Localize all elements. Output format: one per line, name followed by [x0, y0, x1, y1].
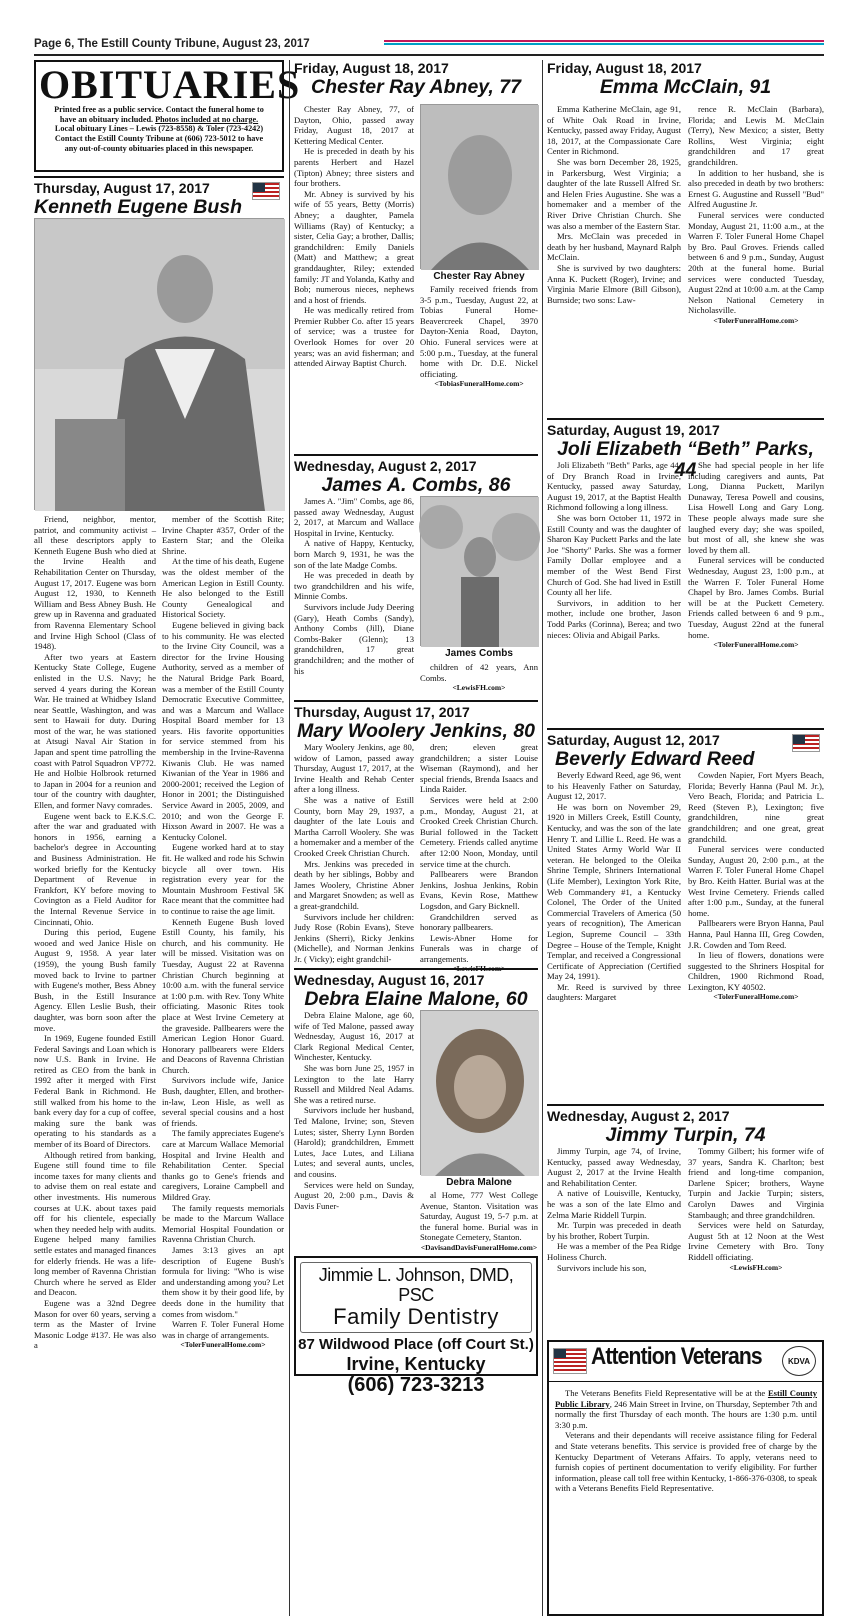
- masthead-line1: Printed free as a public service. Contact the funeral home to: [54, 105, 264, 114]
- obit-date: Friday, August 18, 2017: [294, 60, 449, 76]
- ad-phone: (606) 723-3213: [347, 1373, 485, 1396]
- funeral-home-credit: <LewisFH.com>: [452, 683, 506, 693]
- paragraph: member of the Scottish Rite; Irvine Chapter #357, Order of the Eastern Star; and the Oleika Shrine.: [162, 514, 284, 556]
- ad-practice: Family Dentistry: [333, 1304, 499, 1330]
- paragraph: Jimmy Turpin, age 74, of Irvine, Kentucky, passed away Wednesday, August 2, 2017 at the Irvine Health and Rehabilitation Center.: [547, 1146, 681, 1188]
- obit-date: Wednesday, August 2, 2017: [547, 1108, 730, 1124]
- paragraph: Eugene was a 32nd Degree Mason for over 60 years, serving a term as the Master of Irvine Masonic Lodge #137. He was also a: [34, 1297, 156, 1351]
- obit-jenkins-col2: [420, 742, 538, 974]
- paragraph: Survivors include her husband, Ted Malone, Irvine; son, Steven Lutes; sister, Sherry Lynn Borden (Harold); grandchildren, Emmett Lutes, Jace Lutes, and Liliana Lutes; and several aunts, uncles, and cousins.: [294, 1105, 414, 1179]
- masthead-line2: have an obituary included.: [59, 114, 154, 124]
- paragraph: He was preceded in death by two grandchildren and his wife, Minnie Combs.: [294, 570, 414, 602]
- obit-reed-col1: [547, 770, 681, 1100]
- kdva-logo: KDVA: [782, 1346, 816, 1376]
- funeral-home-credit: <TobiasFuneralHome.com>: [434, 379, 524, 389]
- obit-name: Mary Woolery Jenkins, 80: [296, 720, 536, 742]
- american-flag-icon: [252, 182, 280, 200]
- obit-name: Debra Elaine Malone, 60: [304, 988, 528, 1010]
- paragraph: At the time of his death, Eugene was the oldest member of the American Legion in Estill County. He also belonged to the Estill County Genealogical and Historical Society.: [162, 556, 284, 620]
- funeral-home-credit: <TolerFuneralHome.com>: [180, 1340, 266, 1350]
- combs-photo: [420, 496, 538, 646]
- obit-abney-col1: [294, 104, 414, 450]
- veterans-title: Attention Veterans: [591, 1343, 762, 1370]
- paragraph: Family received friends from 3-5 p.m., Tuesday, August 22, at Tobias Funeral Home-Beavercreek Chapel, 3970 Dayton-Xenia Road, Dayton, Ohio. Funeral services were at 5:00 p.m., Tuesday, at the funeral home with Dr. D.E. Nickel officiating.: [420, 284, 538, 379]
- masthead-title: OBITUARIES: [39, 62, 301, 107]
- obit-date: Wednesday, August 2, 2017: [294, 458, 477, 474]
- obit-malone-col2: [420, 1190, 538, 1250]
- paragraph: He was a member of the Pea Ridge Holiness Church.: [547, 1241, 681, 1262]
- obit-turpin-header: [547, 1104, 824, 1146]
- paragraph: Funeral services will be conducted Wednesday, August 23, 1:00 p.m., at the Warren F. Toler Funeral Home Chapel by Bro. James Combs. Burial will be at the Puckett Cemetery. Friends called between 6 and 9 p.m., Tuesday, August 22nd at the funeral home.: [688, 555, 824, 640]
- paragraph: After two years at Eastern Kentucky State College, Eugene enlisted in the U.S. Navy; he served 4 years during the Korean War. He trained at Whidbey Island near Seattle, Washington, and was sent to Hawaii for duty. During most of the war, he was stationed at Atsugi Naval Air Station in Japan and spent time patrolling the coast with Patrol Squadron VP772. He and Holbie Holbrook returned to Japan in 2004 for a reunion and tour of the country with daughter, Ellen, and former Navy comrades.: [34, 651, 156, 811]
- paragraph: Services were held on Saturday, August 5th at 12 Noon at the West Irvine Cemetery with Bro. Tony Riddell officiating.: [688, 1220, 824, 1262]
- paragraph: She is survived by two daughters: Anna K. Puckett (Roger), Irvine; and Virginia Marie Elmore (Bill Gibson), Burnside; two sons: Law-: [547, 262, 681, 305]
- paragraph: Emma Katherine McClain, age 91, of White Oak Road in Irvine, Kentucky, passed away Friday, August 18, 2017, at the Compassionate Care Center in Richmond.: [547, 104, 681, 157]
- paragraph: Mr. Abney is survived by his wife of 55 years, Betty (Morris) Abney; a daughter, Pamela Williams (Ray) of Kentucky; a sister, Celia Gay; a brother, Dallis; grandchildren: Emily Daniels (Matt) and Matthew; a great granddaughter, Riley; extended family: JT and Yolanda, Kathy and Bob; numerous nieces, nephews and a host of friends.: [294, 188, 414, 305]
- vets-p1b: , 246 Main Street in Irvine, on Thursday, September 7th and normally the first Thursday of each month. The hours are 1:30 p.m. until 3:30 p.m.: [555, 1398, 818, 1430]
- obit-malone-col1: [294, 1010, 414, 1250]
- page-header: [34, 36, 824, 56]
- obituaries-masthead: [34, 60, 301, 172]
- paragraph: Kenneth Eugene Bush loved Estill County, his family, his church, and his community. He will be missed. Visitation was on Tuesday, August 22 at Ravenna Christian Church beginning at 10:00 a.m. with the funeral service at 1:00 p.m. with Rev. Tony White officiating. Masonic Rites took place at West Irvine Cemetery at the graveside. Pallbearers were the American Legion Honor Guard. Honorary pallbearers were Elders and Deacons of Ravenna Christian Church.: [162, 916, 284, 1075]
- obit-mcclain-header: [547, 60, 824, 98]
- paragraph: She was born June 25, 1957 in Lexington to the late Harry Russell and Mildred Neal Adams. She was a retired nurse.: [294, 1062, 414, 1105]
- veterans-banner: [549, 1342, 822, 1382]
- paragraph: James 3:13 gives an apt description of Eugene Bush's formula for living: "Who is wise and understanding among you? Let them show it by their good life, by deeds done in the humility that comes from wisdom.": [162, 1244, 284, 1319]
- obit-reed-col2: [688, 770, 824, 1100]
- obit-mcclain-col2: [688, 104, 824, 414]
- funeral-home-credit: <TolerFuneralHome.com>: [713, 992, 799, 1002]
- obit-jenkins-header: [294, 700, 538, 742]
- obit-date: Thursday, August 17, 2017: [34, 180, 210, 196]
- paragraph: Beverly Edward Reed, age 96, went to his Heavenly Father on Saturday, August 12, 2017.: [547, 770, 681, 802]
- obit-abney-header: [294, 60, 538, 98]
- paragraph: dren; eleven great grandchildren; a sister Louise Wiseman (Raymond), and her special friends, Brenda Isaacs and Linda Raider.: [420, 742, 538, 795]
- paragraph: In lieu of flowers, donations were suggested to the Shriners Hospital for Children, 1900 Richmond Road, Lexington, KY 40502.: [688, 950, 824, 992]
- masthead-note: [39, 105, 279, 153]
- paragraph: Debra Elaine Malone, age 60, wife of Ted Malone, passed away Wednesday, August 16, 2017 at Clark Regional Medical Center, Winchester, Kentucky.: [294, 1010, 414, 1063]
- veterans-notice: [547, 1340, 824, 1616]
- malone-photo-image: [421, 1011, 539, 1176]
- obit-date: Wednesday, August 16, 2017: [294, 972, 485, 988]
- paragraph: Survivors, in addition to her mother, include one brother, Jason Todd Parks (Corinna), Berea; and two nieces: Olivia and Abigail Parks.: [547, 597, 681, 640]
- obit-date: Saturday, August 19, 2017: [547, 422, 720, 438]
- ad-doctor-name: Jimmie L. Johnson, DMD, PSC: [318, 1265, 514, 1306]
- masthead-line2-underline: Photos included at no charge.: [155, 114, 259, 124]
- paragraph: Chester Ray Abney, 77, of Dayton, Ohio, passed away Friday, August 18, 2017 at Kettering Medical Center.: [294, 104, 414, 146]
- paragraph: Warren F. Toler Funeral Home was in charge of arrangements.: [162, 1319, 284, 1340]
- obit-combs-col1: [294, 496, 414, 696]
- combs-caption: James Combs: [445, 648, 513, 659]
- paragraph: Tommy Gilbert; his former wife of 37 years, Sandra K. Charlton; best friend and long-time companion, Darlene Spicer; brothers, Wayne Turpin and Jackie Turpin; sisters, Carolyn Dawes and Virginia Stambaugh; and three grandchildren.: [688, 1146, 824, 1220]
- header-rule: [34, 54, 824, 56]
- obit-bush-header: [34, 176, 284, 218]
- funeral-home-credit: <TolerFuneralHome.com>: [713, 315, 799, 325]
- vets-p1a: The Veterans Benefits Field Representative will be at the: [565, 1388, 766, 1398]
- paragraph: She was born October 11, 1972 in Estill County and was the daughter of Sharon Kay Puckett Parks and the late Joe "Shorty" Parks. She was a former Family Dollar employee and a member of the West Bend First Church of God. She had lived in Estill County all her life.: [547, 512, 681, 598]
- paragraph: Lewis-Abner Home for Funerals was in charge of arrangements.: [420, 932, 538, 964]
- paragraph: A native of Louisville, Kentucky, he was a son of the late Elmo and Zelma Marie Riddell Turpin.: [547, 1188, 681, 1220]
- obit-date: Thursday, August 17, 2017: [294, 704, 470, 720]
- obit-parks-col2: [688, 460, 824, 722]
- paragraph: Funeral services were conducted Sunday, August 20, 2:00 p.m., at the Warren F. Toler Funeral Home Chapel by Bro. Keith Hatter. Burial was at the West Irvine Cemetery. Friends called after 1:00 p.m., Sunday, at the funeral home.: [688, 844, 824, 918]
- bush-photo: [34, 218, 284, 510]
- masthead-line4: Contact the Estill County Tribune at (606) 723-5012 to have: [54, 134, 264, 144]
- paragraph: He was medically retired from Premier Rubber Co. after 15 years of service; was a trustee for Overlook Homes for over 20 years; was an avid fisherman; and attended Airway Baptist Church.: [294, 305, 414, 369]
- obit-name: Jimmy Turpin, 74: [605, 1124, 766, 1146]
- obit-name: James A. Combs, 86: [321, 474, 511, 496]
- obit-jenkins-col1: [294, 742, 414, 964]
- masthead-line3: Local obituary Lines – Lewis (723-8558) & Toler (723-4242): [54, 124, 264, 134]
- combs-photo-image: [421, 497, 539, 647]
- obit-date: Friday, August 18, 2017: [547, 60, 702, 76]
- paragraph: The family requests memorials be made to the Marcum Wallace Memorial Hospital Foundation or Ravenna Christian Church.: [162, 1202, 284, 1245]
- funeral-home-credit: <TolerFuneralHome.com>: [713, 640, 799, 650]
- bush-photo-image: [35, 219, 285, 511]
- paragraph: Mr. Reed is survived by three daughters: Margaret: [547, 981, 681, 1003]
- obit-date: Saturday, August 12, 2017: [547, 732, 720, 748]
- paragraph: The family appreciates Eugene's care at Marcum Wallace Memorial Hospital and Irvine Health and Rehabilitation Center. Special thanks go to Gene's friends and caregivers, Loraine Campbell and Mildred Gray.: [162, 1128, 284, 1202]
- obit-turpin-col2: [688, 1146, 824, 1336]
- vets-p2: Veterans and their dependants will receive assistance filing for Federal and State veterans benefits. This service is provided free of charge by the Kentucky Department of Veterans Affairs. To apply, veterans need to furnish copies of pertinent documentation to verify eligibility. For further information, please call toll free within Kentucky, 1-866-376-0308, to speak with a Veterans Benefits Field Representative.: [555, 1430, 817, 1494]
- masthead-line5: any out-of-county obituaries placed in this newspaper.: [64, 143, 254, 153]
- veterans-body: [555, 1388, 817, 1614]
- paragraph: Survivors include her children: Judy Rose (Robin Evans), Steve Jenkins (Sherri), Ricky Jenkins (Michelle), and Norman Jenkins Jr. ( Vicky); eight grandchil-: [294, 911, 414, 964]
- paragraph: Pallbearers were Brandon Jenkins, Joshua Jenkins, Robin Evans, Kevin Rose, Matthew Logsdon, and Gary Bicknell.: [420, 869, 538, 911]
- paragraph: Eugene went back to E.K.S.C. after the war and graduated with honors in 1956, earning a bachelor's degree in Accounting and Business Administration. He worked briefly for the Kentucky Department of Revenue in Frankfort, KY before moving to Covington as a Field Auditor for the Internal Revenue Service in Cincinnati, Ohio.: [34, 810, 156, 927]
- obit-bush-col2: [162, 514, 284, 1616]
- paragraph: Friend, neighbor, mentor, patriot, and community activist – all these descriptors apply to Kenneth Eugene Bush who died at the Irvine Health and Rehabilitation Center on Thursday, August 17, 2017. Eugene was born August 12, 1930, to Kenneth William and Bess Abney Bush. He grew up in Ravenna and graduated from Ravenna Elementary School and Irvine High School (Class of 1948).: [34, 514, 156, 652]
- paragraph: Eugene worked hard at to stay fit. He walked and rode his Schwin bicycle all over town. His registration every year for the Mountain Mushroom Festival 5K Race meant that the committee had to continue to raise the age limit.: [162, 842, 284, 916]
- ad-city: Irvine, Kentucky: [346, 1353, 486, 1374]
- paragraph: al Home, 777 West College Avenue, Stanton. Visitation was Saturday, August 19, 5-7 p.m. at the funeral home. Burial was in Stonegate Cemetery, Stanton.: [420, 1190, 538, 1243]
- obit-abney-col2: [420, 284, 538, 434]
- obit-reed-header: [547, 728, 824, 770]
- obit-parks-col1: [547, 460, 681, 722]
- obit-name: Kenneth Eugene Bush: [34, 196, 243, 218]
- obit-name: Emma McClain, 91: [599, 76, 772, 98]
- paragraph: Eugene believed in giving back to his community. He was elected to the Irvine City Council, was a director for the Irvine Housing Authority, served as a member of the Natural Bridge Park Board, was a member of the Estill County Democratic Executive Committee, and was a Marcum and Wallace Hospital Board member for 13 years. His favorite opportunities for service stemmed from his membership in the Irvine-Ravenna Kiwanis Club. He was named Kiwanian of the Year in 1986 and 2000-2001; received the Legion of Honor in 2001; the Distinguished Service Award in 2005, 2009, and 2010; and won the George F. Hixson Award in 2007. He was a Kentucky Colonel.: [162, 619, 284, 842]
- paragraph: Joli Elizabeth "Beth" Parks, age 44, of Dry Branch Road in Irvine, Kentucky, passed away Saturday, August 19, 2017, at the Baptist Health Richmond following a long illness.: [547, 460, 681, 513]
- paragraph: He is preceded in death by his parents Herbert and Hazel (Tipton) Abney; three sisters and four brothers.: [294, 146, 414, 189]
- paragraph: Survivors include his son,: [557, 1262, 647, 1273]
- paragraph: Mrs. Jenkins was preceded in death by her siblings, Bobby and James Woolery, Christine Abner and Margaret Snowden; as well as a great-grandchild.: [294, 858, 414, 911]
- paragraph: A native of Happy, Kentucky, born March 9, 1931, he was the son of the late Madge Combs.: [294, 538, 414, 570]
- obit-combs-header: [294, 454, 538, 496]
- vets-library: Estill County Public Library: [555, 1388, 817, 1409]
- malone-photo: [420, 1010, 538, 1175]
- paragraph: Mary Woolery Jenkins, age 80, widow of Lamon, passed away Thursday, August 17, 2017, at the Irvine Health and Rehab Center after a long illness.: [294, 742, 414, 795]
- paragraph: Survivors include Judy Deering (Gary), Heath Combs (Sandy), Anthony Combs (Jill), Diane Combs-Baker (Glenn); 13 grandchildren, 17 great grandchildren; and the mother of his: [294, 601, 414, 676]
- paragraph: She had special people in her life including caregivers and aunts, Pat Long, Dianna Puckett, Marilyn Dunaway, Teresa Powell and cousins, Lisa Howell Long and Gary Long. These people always made sure she laughed every day; she was spoiled, but most of all, she knew she was loved by them all.: [688, 460, 824, 555]
- paragraph: She was a native of Estill County, born May 29, 1937, a daughter of the late Louis and Martha Carroll Woolery. She was a homemaker and a member of the Crooked Creek Christian Church.: [294, 794, 414, 858]
- american-flag-icon: [553, 1348, 587, 1374]
- paragraph: James A. "Jim" Combs, age 86, passed away Wednesday, August 2, 2017, at Marcum and Wallace Hospital in Irvine, Kentucky.: [294, 496, 414, 538]
- page-header-text: Page 6, The Estill County Tribune, August 23, 2017: [34, 38, 310, 50]
- abney-photo-image: [421, 105, 539, 270]
- malone-caption: Debra Malone: [446, 1177, 512, 1188]
- abney-caption: Chester Ray Abney: [433, 271, 525, 282]
- ad-address: 87 Wildwood Place (off Court St.): [298, 1335, 534, 1353]
- funeral-home-credit: <DavisandDavisFuneralHome.com>: [420, 1242, 538, 1252]
- obit-name: Joli Elizabeth “Beth” Parks, 44: [557, 438, 814, 481]
- paragraph: During this period, Eugene wooed and wed Janice Hisle on August 9, 1958. A year later (1959), the young Bush family moved back to Irvine to partner with Eugene's mother, Bess Abney Bush, in the Estill Insurance Agency. Ellen Leslie Bush, their daughter, was born soon after the move.: [34, 927, 156, 1033]
- paragraph: Grandchildren served as honorary pallbearers.: [420, 911, 538, 933]
- paragraph: Pallbearers were Bryon Hanna, Paul Hanna, Paul Hanna III, Greg Cowden, J.R. Cowden and Tom Reed.: [688, 918, 824, 950]
- paragraph: Although retired from banking, Eugene still found time to file income taxes for many clients and to advise them on real estate and other investments. His numerous courses at U.K. about taxes paid off for his clientele, especially when they needed help with audits. Eugene helped many families settle estates and managed finances for elderly friends. He was a life-long member of Ravenna Christian Church where he served as Elder and Deacon.: [34, 1149, 156, 1298]
- paragraph: Services were held at 2:00 p.m., Monday, August 21, at Crooked Creek Christian Church. Burial followed in the Tackett Cemetery. Friends called anytime after 12:00 Noon, Monday, until service time at the church.: [420, 794, 538, 869]
- color-bar-blue: [384, 43, 824, 45]
- funeral-home-credit: <LewisFH.com>: [729, 1262, 783, 1272]
- paragraph: Mrs. McClain was preceded in death by her husband, Maynard Ralph McClain.: [547, 231, 681, 263]
- american-flag-icon: [792, 734, 820, 752]
- funeral-home-credit: <LewisFH.com>: [452, 964, 506, 974]
- paragraph: Mr. Turpin was preceded in death by his brother, Robert Turpin.: [547, 1220, 681, 1241]
- paragraph: children of 42 years, Ann Combs.: [420, 662, 538, 683]
- paragraph: rence R. McClain (Barbara), Florida; and Lewis M. McClain (Terry), New Mexico; a sister, Betty Rollins, West Virginia; eight grandchildren and 17 great grandchildren.: [688, 104, 824, 167]
- obit-combs-col2: [420, 662, 538, 696]
- paragraph: He was born on November 29, 1920 in Millers Creek, Estill County, Kentucky, and was the son of the late Henry T. and Lillie L. Reed. He was a United States Army World War II veteran. He belonged to the Oleika Shrine Temple, Shriners International (Life Member), Lexington York Rite, Web Commandery #1, a Kentucky Colonel, The Order of the United Commercial Travelers of America (50 years of recognition), The American Legion, Supreme Council – 33th Degree – House of the Temple, Knight Templar, and received a Congressional Certificate of Appreciation (Certified May 24, 1991).: [547, 801, 681, 982]
- dentist-ad: [294, 1256, 538, 1396]
- obit-turpin-col1: [547, 1146, 681, 1336]
- paragraph: In 1969, Eugene founded Estill Federal Savings and Loan which is now U.S. Bank in Irvine. He retired as CEO from the bank in 1992 after it merged with First Federal Bank in Richmond. He still walked from his home to the bank every day for a cup of coffee, making sure the bank was operating to his standards as a member of its Board of Directors.: [34, 1033, 156, 1150]
- color-bar: [384, 40, 824, 42]
- obit-name: Beverly Edward Reed: [555, 748, 755, 770]
- paragraph: Funeral services were conducted Monday, August 21, 11:00 a.m., at the Warren F. Toler Funeral Home Chapel by Bro. Paul Groves. Friends called between 6 and 9 p.m., Sunday, August 20th at the funeral home. Burial services were conducted Tuesday, August 22nd at 10:00 a.m. at the Camp Nelson National Cemetery in Nicholasville.: [688, 209, 824, 316]
- column-divider: [542, 60, 543, 1616]
- paragraph: Services were held on Sunday, August 20, 2:00 p.m., Davis & Davis Funer-: [294, 1179, 414, 1211]
- paragraph: Cowden Napier, Fort Myers Beach, Florida; Beverly Hanna (Paul M. Jr.), Vero Beach, Florida; and Patricia L. Reed (Steven P.), Lexington; five grandchildren, nine great grandchildren; and one great, great grandchild.: [688, 770, 824, 844]
- paragraph: Survivors include wife, Janice Bush, daughter, Ellen, and brother-in-law, Leon Hisle, as well as several special cousins and a host of friends.: [162, 1075, 284, 1128]
- abney-photo: [420, 104, 538, 269]
- paragraph: She was born December 28, 1925, in Parkersburg, West Virginia; a daughter of the late Russell Alfred Sr. and Helen Fries Augustine. She was a homemaker and a member of the River Drive Christian Church. She was also a member of the Eastern Star.: [547, 156, 681, 231]
- column-divider: [289, 60, 290, 1616]
- paragraph: In addition to her husband, she is also preceded in death by two brothers: Ernest G. Augustine and Russell "Bud" Alfred Augustine Jr.: [688, 167, 824, 210]
- obit-mcclain-col1: [547, 104, 681, 414]
- obit-name: Chester Ray Abney, 77: [311, 76, 521, 98]
- obit-malone-header: [294, 968, 538, 1010]
- obit-bush-col1: [34, 514, 156, 1616]
